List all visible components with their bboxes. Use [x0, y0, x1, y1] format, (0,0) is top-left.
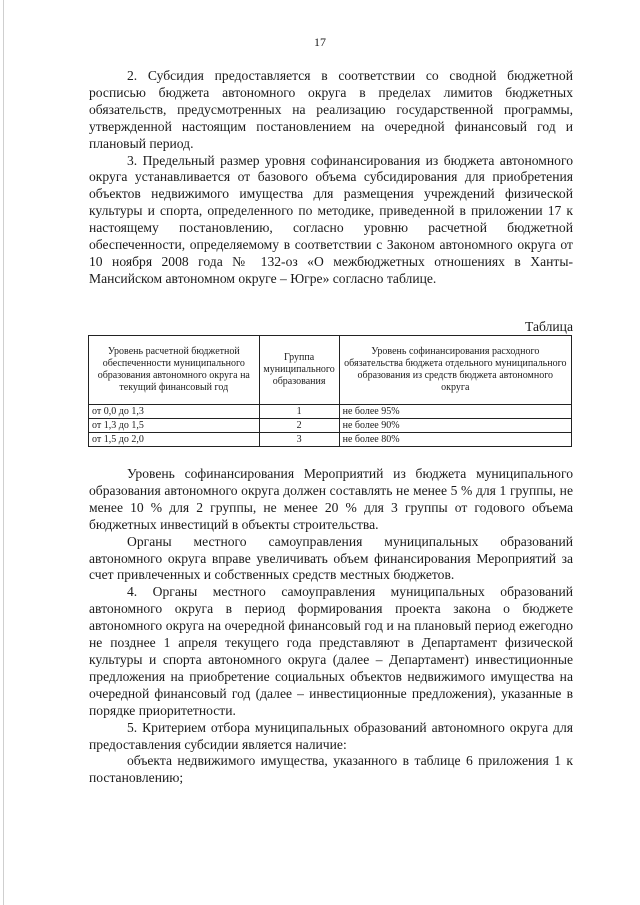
cell-range: от 1,3 до 1,5	[89, 419, 260, 433]
cell-level: не более 80%	[339, 433, 571, 447]
header-budget-level: Уровень расчетной бюджетной обеспеченности муниципального образования автономного округа на текущий финансовый год	[89, 336, 260, 405]
cell-group: 1	[259, 405, 339, 419]
header-cofinancing-level: Уровень софинансирования расходного обязательства бюджета отдельного муниципального образования из средств бюджета автономного округа	[339, 336, 571, 405]
cell-level: не более 90%	[339, 419, 571, 433]
text-block-bottom	[89, 466, 573, 787]
cell-group: 3	[259, 433, 339, 447]
table-row	[89, 405, 572, 419]
header-group: Группа муниципального образования	[259, 336, 339, 405]
table-row	[89, 433, 572, 447]
cell-range: от 1,5 до 2,0	[89, 433, 260, 447]
paragraph-local-government: Органы местного самоуправления муниципальных образований автономного округа вправе увеличивать объем финансирования Мероприятий за счет привлеченных и собственных средств местных бюджетов.	[89, 533, 573, 583]
table-caption: Таблица	[525, 319, 573, 334]
cell-group: 2	[259, 419, 339, 433]
cell-range: от 0,0 до 1,3	[89, 405, 260, 419]
table-row	[89, 419, 572, 433]
paragraph-3: 3. Предельный размер уровня софинансирования из бюджета автономного округа устанавливается от базового объема субсидирования для приобретения объектов недвижимого имущества для размещения учреждений физической культуры и спорта, определенного по методике, приведенной в приложении 17 к настоящему постановлению, согласно уровню расчетной бюджетной обеспеченности, определяемому в соответствии с Законом автономного округа от 10 ноября 2008 года № 132-оз «О межбюджетных отношениях в Ханты-Мансийском автономном округе – Югре» согласно таблице.	[89, 152, 573, 286]
paragraph-criterion-item: объекта недвижимого имущества, указанного в таблице 6 приложения 1 к постановлению;	[89, 753, 573, 786]
text-block-top	[89, 68, 573, 288]
page-number: 17	[314, 35, 326, 49]
paragraph-4: 4. Органы местного самоуправления муниципальных образований автономного округа в период формирования проекта закона о бюджете автономного округа на очередной финансовый год и на плановый период ежегодно не позднее 1 апреля текущего года представляют в Департамент физической культуры и спорта автономного округа (далее – Департамент) инвестиционные предложения на приобретение социальных объектов недвижимого имущества на очередной финансовый год (далее – инвестиционные предложения), указанные в порядке приоритетности.	[89, 584, 573, 718]
scan-edge-line	[3, 0, 4, 905]
paragraph-5: 5. Критерием отбора муниципальных образований автономного округа для предоставления субсидии является наличие:	[89, 719, 573, 752]
cofinancing-table	[88, 335, 572, 447]
table-header-row	[89, 336, 572, 405]
paragraph-cofinancing-level: Уровень софинансирования Мероприятий из бюджета муниципального образования автономного округа должен составлять не менее 5 % для 1 группы, не менее 10 % для 2 группы, не менее 20 % для 3 группы от годового объема бюджетных инвестиций в объекты строительства.	[89, 466, 573, 532]
cell-level: не более 95%	[339, 405, 571, 419]
paragraph-2: 2. Субсидия предоставляется в соответствии со сводной бюджетной росписью бюджета автономного округа в пределах лимитов бюджетных обязательств, предусмотренных на реализацию государственной программы, утвержденной настоящим постановлением на очередной финансовый год и плановый период.	[89, 68, 573, 151]
